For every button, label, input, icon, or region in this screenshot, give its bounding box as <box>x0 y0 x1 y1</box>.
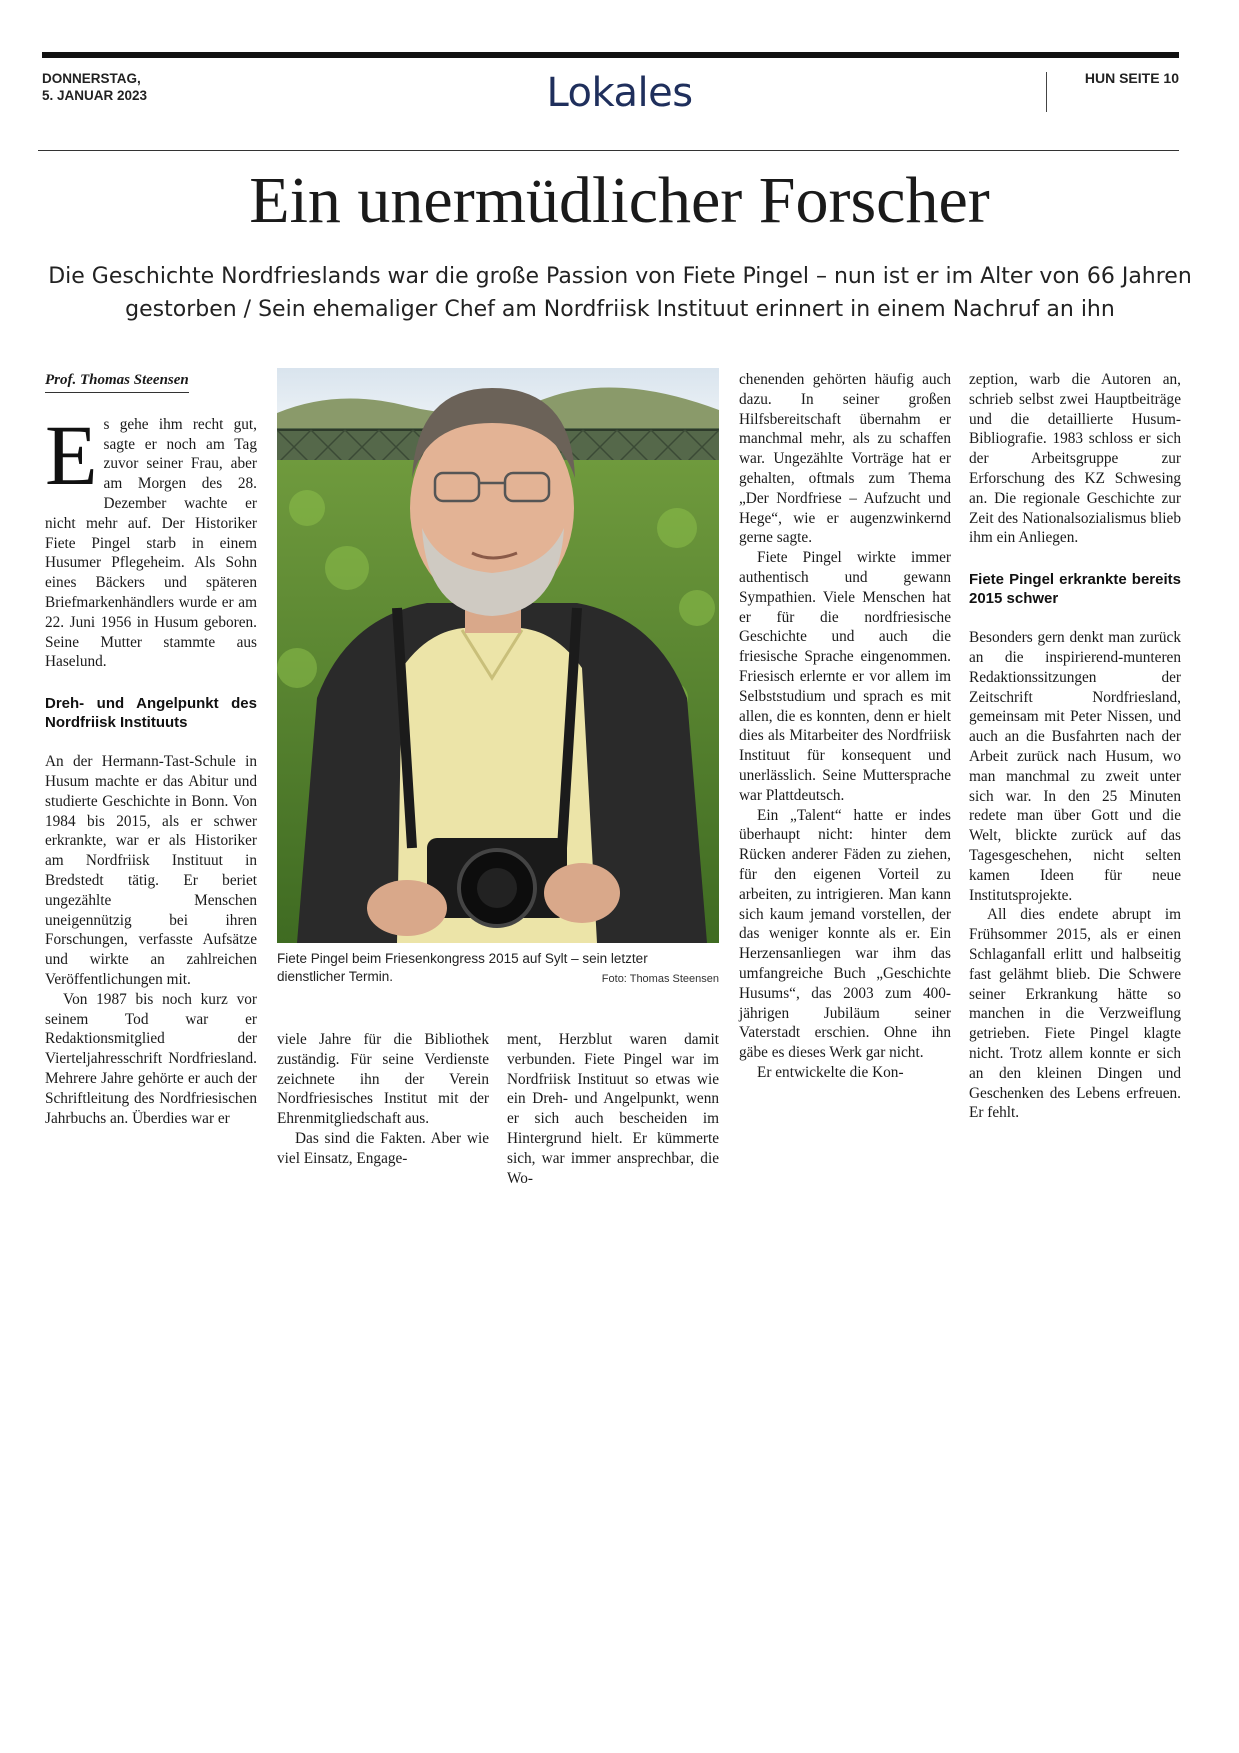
paragraph: Von 1987 bis noch kurz vor seinem Tod war er Redaktionsmitglied der Vierteljahresschrift Nordfriesland. Mehrere Jahre gehörte er auch der Schriftleitung des Nordfriesischen Jahrbuchs an. Überdies war er <box>45 990 257 1127</box>
paragraph: Fiete Pingel wirkte immer authentisch und gewann Sympathien. Viele Menschen hat er für die nordfriesische Geschichte und auch die friesische Sprache eingenommen. Friesisch erlernte er vor allem im Selbststudium und sprach es mit allen, die es konnten, denn er hielt dies als Mitarbeiter des Nordfriisk Instituut für konsequent und unerlässlich. Seine Muttersprache war Plattdeutsch. <box>739 549 951 804</box>
paragraph-intro <box>45 406 257 672</box>
article-column-2 <box>277 1030 489 1169</box>
paragraph: All dies endete abrupt im Frühsommer 2015, als er einen Schlaganfall erlitt und halbseitig fast gelähmt blieb. Die Schwere seiner Erkrankung hätte so manchen in die Verzweiflung getrieben. Fiete Pingel klagte nicht. Trotz allem konnte er sich an den kleinen Dingen und Geschenken des Lebens erfreuen. Er fehlt. <box>969 906 1181 1122</box>
paragraph: Das sind die Fakten. Aber wie viel Einsatz, Engage- <box>277 1129 489 1167</box>
article-subheadline: Die Geschichte Nordfrieslands war die große Passion von Fiete Pingel – nun ist er im Alter von 66 Jahren gestorben / Sein ehemaliger Chef am Nordfriisk Instituut erinnert in einem Nachruf an ihn <box>48 264 1192 322</box>
paragraph: Ein „Talent“ hatte er indes überhaupt nicht: hinter dem Rücken anderer Fäden zu ziehen, für den eigenen Vorteil zu arbeiten, zu intrigieren. Man kann sich kaum jemand vorstellen, der das weniger konnte als er. Ein Herzensanliegen war ihm das umfangreiche Buch „Geschichte Husums“, das 2003 zum 400-jährigen Jubiläum seiner Vaterstadt erschien. Ohne ihn gäbe es dieses Werk gar nicht. <box>739 806 951 1062</box>
caption-text: Fiete Pingel beim Friesenkongress 2015 auf Sylt – sein letzter dienstlicher Termin. <box>277 951 648 984</box>
intro-text: s gehe ihm recht gut, sagte er noch am Tag zuvor seiner Frau, aber am Morgen des 28. Dezember wachte er nicht mehr auf. Der Historiker Fiete Pingel starb in einem Husumer Pflegeheim. Als Sohn eines Bäckers und späteren Briefmarkenhändlers wurde er am 22. Juni 1956 in Husum geboren. Seine Mutter stammte aus Haselund. <box>45 415 257 671</box>
section-title: Lokales <box>546 70 693 116</box>
article-column-3 <box>507 1030 719 1188</box>
paragraph: Besonders gern denkt man zurück an die inspirierend-munteren Redaktionssitzungen der Zeitschrift Nordfriesland, gemeinsam mit Peter Nissen, und auch an die Busfahrten nach der Arbeit zurück nach Husum, wo man manchmal zu zweit unter sich war. In den 25 Minuten redete man über Gott und die Welt, blickte zurück auf das Tagesgeschehen, nicht selten kamen Ideen für neue Institutsprojekte. <box>969 629 1181 904</box>
date-weekday: DONNERSTAG, <box>42 71 141 86</box>
subheading-dreh-angelpunkt: Dreh- und Angelpunkt des Nordfriisk Instituuts <box>45 695 257 732</box>
author-byline: Prof. Thomas Steensen <box>45 371 189 393</box>
photo-caption <box>277 950 719 988</box>
masthead-rule <box>42 52 1179 58</box>
header-rule <box>38 150 1179 151</box>
paragraph: An der Hermann-Tast-Schule in Husum machte er das Abitur und studierte Geschichte in Bonn. Von 1984 bis 2015, als er schwer erkrankte, war er als Historiker am Nordfriisk Instituut in Bredstedt tätig. Er beriet ungezählte Menschen uneigennützig bei ihren Forschungen, verfasste Aufsätze und wirkte an zahlreichen Veröffentlichungen mit. <box>45 753 257 988</box>
article-column-1 <box>45 370 257 1128</box>
subheading-erkrankung: Fiete Pingel erkrankte bereits 2015 schwer <box>969 571 1181 608</box>
paragraph: viele Jahre für die Bibliothek zuständig. Für seine Verdienste zeichnete ihn der Verein Nordfriesisches Institut mit der Ehrenmitgliedschaft aus. <box>277 1031 489 1128</box>
paragraph: zeption, warb die Autoren an, schrieb selbst zwei Hauptbeiträge und die detaillierte Husum-Bibliografie. 1983 schloss er sich der Arbeitsgruppe zur Erforschung des KZ Schwesing an. Die regionale Geschichte zur Zeit des Nationalsozialismus blieb ihm ein Anliegen. <box>969 371 1181 547</box>
page-reference: HUN SEITE 10 <box>1084 70 1179 86</box>
paragraph: chenenden gehörten häufig auch dazu. In seiner großen Hilfsbereitschaft übernahm er manchmal mehr, als zu schaffen war. Ungezählte Vorträge hat er gehalten, oftmals zum Thema „Der Nordfriese – Aufzucht und Hege“, wie er augenzwinkernd gerne sagte. <box>739 371 951 547</box>
article-column-4 <box>739 370 951 1083</box>
paragraph: ment, Herzblut waren damit verbunden. Fiete Pingel war im Nordfriisk Instituut so etwas wie ein Dreh- und Angelpunkt, wenn er sich auch bescheiden im Hintergrund hielt. Er kümmerte sich, war immer ansprechbar, die Wo- <box>507 1031 719 1187</box>
drop-cap: E <box>45 406 98 503</box>
photo-illustration <box>277 368 719 943</box>
photo-credit: Foto: Thomas Steensen <box>601 973 719 985</box>
paragraph: Er entwickelte die Kon- <box>757 1063 904 1081</box>
masthead-divider <box>1046 72 1047 112</box>
article-column-5 <box>969 370 1181 1123</box>
article-headline: Ein unermüdlicher Forscher <box>249 164 990 237</box>
date-day: 5. JANUAR 2023 <box>42 88 148 103</box>
portrait-photo <box>277 368 719 943</box>
